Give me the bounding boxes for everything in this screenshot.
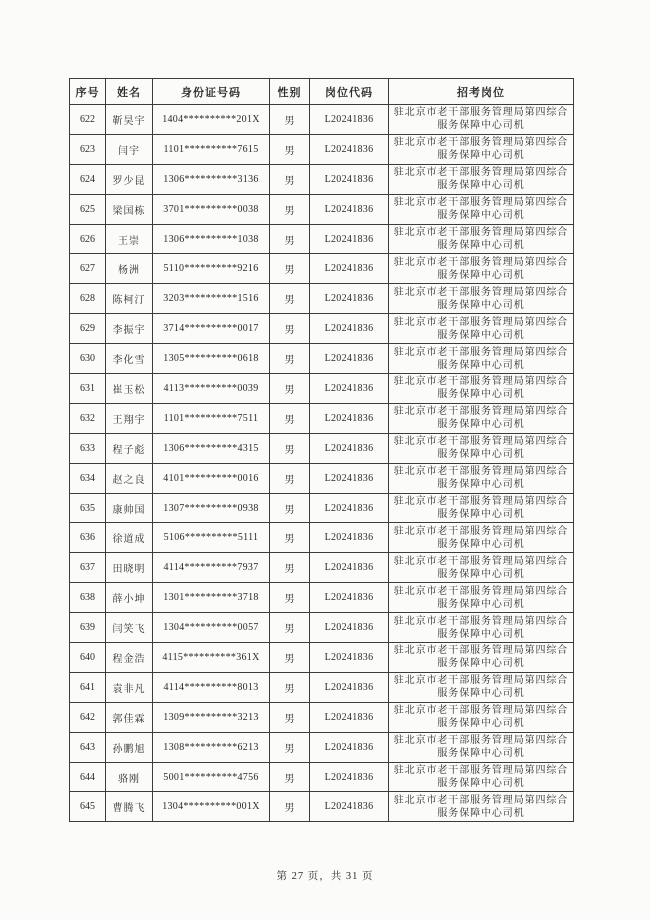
cell-serial-number: 635 [70,493,106,523]
cell-position: 驻北京市老干部服务管理局第四综合服务保障中心司机 [389,523,574,553]
cell-gender: 男 [270,314,310,344]
cell-gender: 男 [270,702,310,732]
cell-serial-number: 638 [70,583,106,613]
cell-position: 驻北京市老干部服务管理局第四综合服务保障中心司机 [389,134,574,164]
table-row [70,284,574,314]
cell-id-number: 1304**********001X [153,792,270,822]
table-row [70,613,574,643]
cell-id-number: 1101**********7615 [153,134,270,164]
page-number-footer: 第 27 页，共 31 页 [276,871,374,882]
cell-position: 驻北京市老干部服务管理局第四综合服务保障中心司机 [389,732,574,762]
cell-id-number: 1404**********201X [153,105,270,135]
cell-serial-number: 641 [70,672,106,702]
cell-name: 崔玉松 [106,374,153,404]
cell-serial-number: 636 [70,523,106,553]
header-position: 招考岗位 [389,79,574,105]
cell-name: 李化雪 [106,344,153,374]
cell-name: 闫笑飞 [106,613,153,643]
cell-id-number: 1304**********0057 [153,613,270,643]
cell-position-code: L20241836 [310,553,389,583]
cell-gender: 男 [270,284,310,314]
cell-position-code: L20241836 [310,523,389,553]
cell-gender: 男 [270,553,310,583]
header-position-code: 岗位代码 [310,79,389,105]
cell-name: 袁非凡 [106,672,153,702]
cell-position: 驻北京市老干部服务管理局第四综合服务保障中心司机 [389,344,574,374]
table-row [70,433,574,463]
cell-id-number: 1307**********0938 [153,493,270,523]
cell-serial-number: 624 [70,164,106,194]
cell-gender: 男 [270,105,310,135]
table-row [70,643,574,673]
cell-id-number: 3203**********1516 [153,284,270,314]
cell-position-code: L20241836 [310,134,389,164]
table-row [70,493,574,523]
table-row [70,134,574,164]
cell-id-number: 5106**********5111 [153,523,270,553]
cell-position-code: L20241836 [310,344,389,374]
cell-position-code: L20241836 [310,403,389,433]
header-id-number: 身份证号码 [153,79,270,105]
cell-serial-number: 644 [70,762,106,792]
cell-id-number: 5001**********4756 [153,762,270,792]
cell-serial-number: 640 [70,643,106,673]
cell-name: 李振宇 [106,314,153,344]
cell-id-number: 3701**********0038 [153,194,270,224]
table-row [70,523,574,553]
cell-id-number: 4115**********361X [153,643,270,673]
cell-position: 驻北京市老干部服务管理局第四综合服务保障中心司机 [389,583,574,613]
applicant-roster-table [69,78,574,822]
cell-name: 曹腾飞 [106,792,153,822]
cell-position-code: L20241836 [310,583,389,613]
cell-position: 驻北京市老干部服务管理局第四综合服务保障中心司机 [389,224,574,254]
cell-serial-number: 639 [70,613,106,643]
cell-serial-number: 645 [70,792,106,822]
cell-name: 赵之良 [106,463,153,493]
cell-position: 驻北京市老干部服务管理局第四综合服务保障中心司机 [389,433,574,463]
cell-id-number: 5110**********9216 [153,254,270,284]
cell-serial-number: 628 [70,284,106,314]
cell-gender: 男 [270,583,310,613]
cell-position-code: L20241836 [310,433,389,463]
cell-id-number: 1306**********4315 [153,433,270,463]
cell-serial-number: 643 [70,732,106,762]
cell-id-number: 4114**********7937 [153,553,270,583]
cell-position-code: L20241836 [310,732,389,762]
table-row [70,254,574,284]
cell-position-code: L20241836 [310,702,389,732]
cell-position: 驻北京市老干部服务管理局第四综合服务保障中心司机 [389,702,574,732]
cell-position-code: L20241836 [310,105,389,135]
table-row [70,314,574,344]
cell-position-code: L20241836 [310,254,389,284]
cell-position-code: L20241836 [310,284,389,314]
cell-id-number: 1301**********3718 [153,583,270,613]
header-serial-number: 序号 [70,79,106,105]
cell-gender: 男 [270,672,310,702]
cell-name: 骆刚 [106,762,153,792]
cell-position-code: L20241836 [310,194,389,224]
cell-gender: 男 [270,463,310,493]
cell-position-code: L20241836 [310,493,389,523]
cell-gender: 男 [270,493,310,523]
cell-gender: 男 [270,194,310,224]
cell-position: 驻北京市老干部服务管理局第四综合服务保障中心司机 [389,613,574,643]
cell-position: 驻北京市老干部服务管理局第四综合服务保障中心司机 [389,553,574,583]
cell-serial-number: 622 [70,105,106,135]
cell-gender: 男 [270,403,310,433]
cell-position-code: L20241836 [310,224,389,254]
cell-id-number: 3714**********0017 [153,314,270,344]
cell-id-number: 1309**********3213 [153,702,270,732]
cell-id-number: 1306**********3136 [153,164,270,194]
cell-position-code: L20241836 [310,314,389,344]
cell-name: 梁国栋 [106,194,153,224]
cell-position: 驻北京市老干部服务管理局第四综合服务保障中心司机 [389,463,574,493]
cell-name: 王崇 [106,224,153,254]
cell-name: 程金浩 [106,643,153,673]
cell-position-code: L20241836 [310,792,389,822]
table-row [70,553,574,583]
cell-position: 驻北京市老干部服务管理局第四综合服务保障中心司机 [389,254,574,284]
cell-name: 靳昊宇 [106,105,153,135]
cell-gender: 男 [270,164,310,194]
cell-position: 驻北京市老干部服务管理局第四综合服务保障中心司机 [389,314,574,344]
cell-gender: 男 [270,254,310,284]
cell-id-number: 1101**********7511 [153,403,270,433]
cell-name: 闫宇 [106,134,153,164]
cell-position-code: L20241836 [310,374,389,404]
cell-position: 驻北京市老干部服务管理局第四综合服务保障中心司机 [389,403,574,433]
header-gender: 性别 [270,79,310,105]
cell-gender: 男 [270,732,310,762]
cell-gender: 男 [270,374,310,404]
table-row [70,732,574,762]
cell-name: 康帅国 [106,493,153,523]
cell-position: 驻北京市老干部服务管理局第四综合服务保障中心司机 [389,643,574,673]
cell-serial-number: 625 [70,194,106,224]
cell-gender: 男 [270,134,310,164]
cell-position: 驻北京市老干部服务管理局第四综合服务保障中心司机 [389,374,574,404]
table-row [70,583,574,613]
cell-position: 驻北京市老干部服务管理局第四综合服务保障中心司机 [389,792,574,822]
cell-position: 驻北京市老干部服务管理局第四综合服务保障中心司机 [389,105,574,135]
cell-gender: 男 [270,344,310,374]
cell-gender: 男 [270,433,310,463]
table-row [70,105,574,135]
cell-name: 田晓明 [106,553,153,583]
cell-name: 陈柯汀 [106,284,153,314]
table-row [70,344,574,374]
cell-gender: 男 [270,762,310,792]
cell-serial-number: 637 [70,553,106,583]
header-name: 姓名 [106,79,153,105]
table-header-row [70,79,574,105]
cell-serial-number: 632 [70,403,106,433]
cell-id-number: 1306**********1038 [153,224,270,254]
table-row [70,164,574,194]
table-row [70,792,574,822]
cell-serial-number: 623 [70,134,106,164]
cell-name: 孙鹏旭 [106,732,153,762]
cell-position-code: L20241836 [310,164,389,194]
cell-position-code: L20241836 [310,643,389,673]
cell-name: 薛小坤 [106,583,153,613]
table-row [70,403,574,433]
cell-name: 王翔宇 [106,403,153,433]
cell-id-number: 1308**********6213 [153,732,270,762]
cell-name: 程子彪 [106,433,153,463]
cell-gender: 男 [270,792,310,822]
cell-position-code: L20241836 [310,613,389,643]
cell-id-number: 1305**********0618 [153,344,270,374]
cell-id-number: 4113**********0039 [153,374,270,404]
cell-serial-number: 633 [70,433,106,463]
table-row [70,374,574,404]
table-row [70,702,574,732]
cell-serial-number: 630 [70,344,106,374]
cell-gender: 男 [270,613,310,643]
cell-id-number: 4114**********8013 [153,672,270,702]
cell-serial-number: 642 [70,702,106,732]
cell-position-code: L20241836 [310,672,389,702]
cell-serial-number: 626 [70,224,106,254]
cell-position-code: L20241836 [310,463,389,493]
cell-gender: 男 [270,523,310,553]
cell-serial-number: 627 [70,254,106,284]
cell-position: 驻北京市老干部服务管理局第四综合服务保障中心司机 [389,493,574,523]
table-row [70,672,574,702]
cell-position-code: L20241836 [310,762,389,792]
cell-serial-number: 629 [70,314,106,344]
cell-name: 郭佳霖 [106,702,153,732]
cell-gender: 男 [270,224,310,254]
cell-name: 徐道成 [106,523,153,553]
cell-position: 驻北京市老干部服务管理局第四综合服务保障中心司机 [389,194,574,224]
table-row [70,194,574,224]
cell-position: 驻北京市老干部服务管理局第四综合服务保障中心司机 [389,762,574,792]
table-row [70,762,574,792]
cell-serial-number: 634 [70,463,106,493]
cell-position: 驻北京市老干部服务管理局第四综合服务保障中心司机 [389,284,574,314]
cell-position: 驻北京市老干部服务管理局第四综合服务保障中心司机 [389,164,574,194]
cell-name: 杨洲 [106,254,153,284]
cell-gender: 男 [270,643,310,673]
cell-id-number: 4101**********0016 [153,463,270,493]
cell-serial-number: 631 [70,374,106,404]
cell-name: 罗少昆 [106,164,153,194]
table-row [70,224,574,254]
table-row [70,463,574,493]
cell-position: 驻北京市老干部服务管理局第四综合服务保障中心司机 [389,672,574,702]
